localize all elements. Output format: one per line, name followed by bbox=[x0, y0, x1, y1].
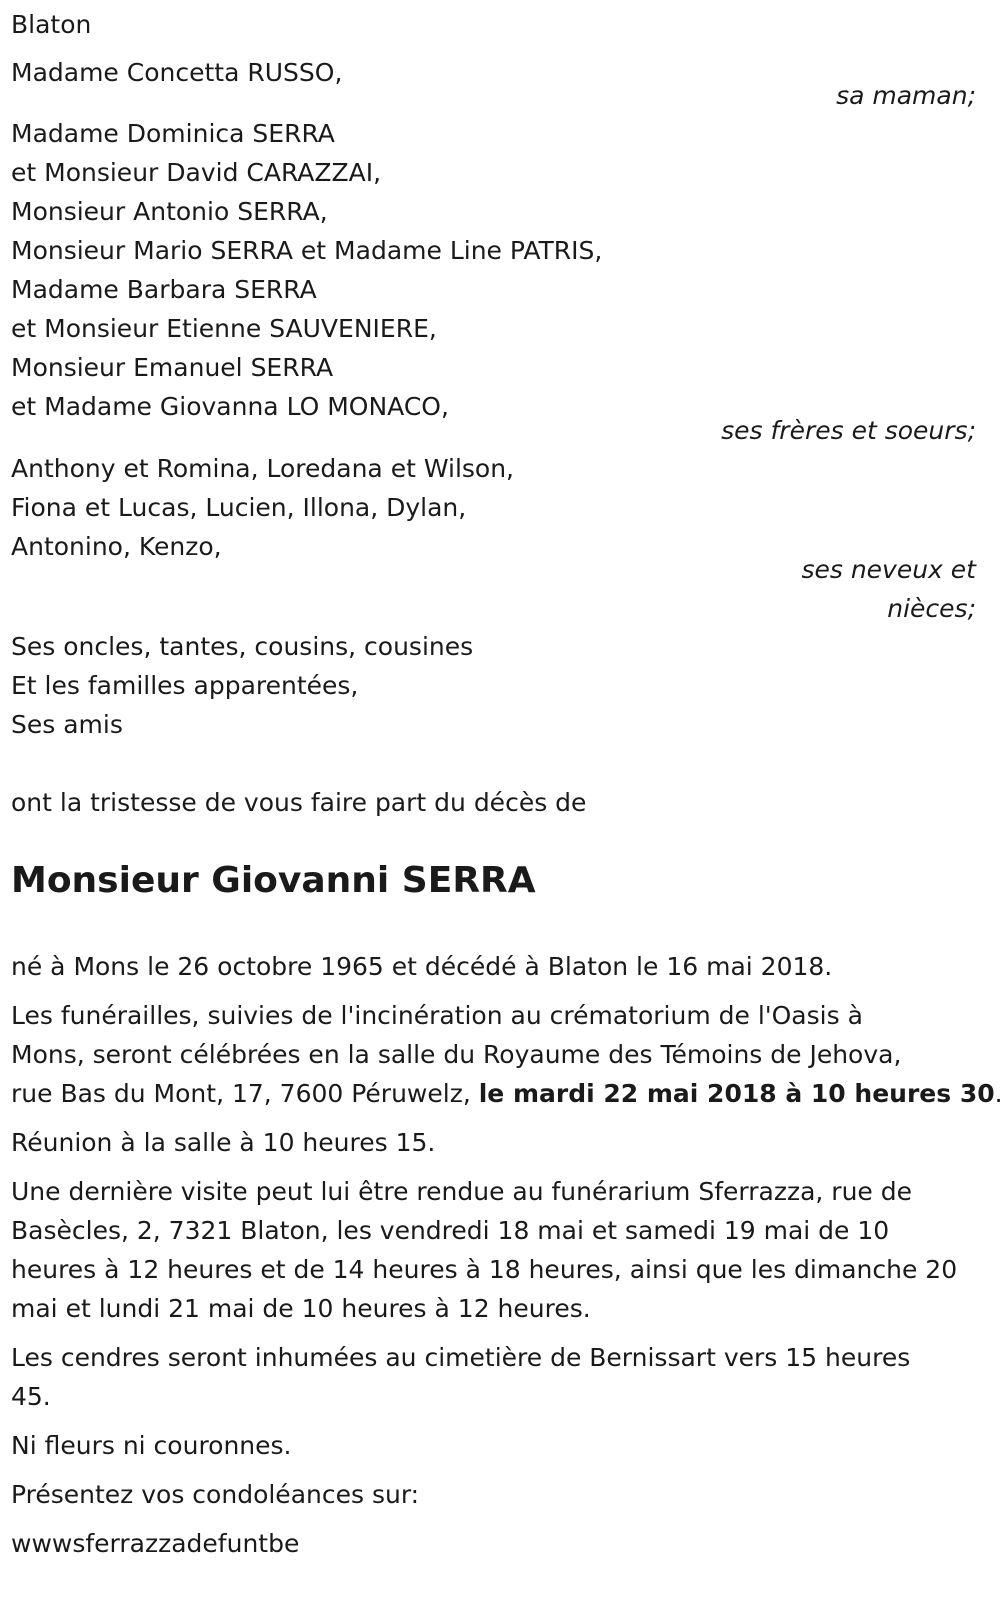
family-name-line: Madame Concetta RUSSO, bbox=[11, 58, 343, 87]
visit-line: heures à 12 heures et de 14 heures à 18 heures, ainsi que les dimanche 20 bbox=[11, 1255, 958, 1284]
funeral-line: Mons, seront célébrées en la salle du Royaume des Témoins de Jehova, bbox=[11, 1040, 902, 1069]
location-heading: Blaton bbox=[11, 10, 92, 39]
family-name-line: Anthony et Romina, Loredana et Wilson, bbox=[11, 454, 515, 483]
family-name-line: Ses amis bbox=[11, 710, 123, 739]
funeral-line: Les funérailles, suivies de l'incinération au crématorium de l'Oasis à bbox=[11, 1001, 863, 1030]
announcement-text: ont la tristesse de vous faire part du décès de bbox=[11, 788, 587, 817]
deceased-name: Monsieur Giovanni SERRA bbox=[11, 860, 536, 901]
family-name-line: Monsieur Antonio SERRA, bbox=[11, 197, 328, 226]
visit-paragraph bbox=[11, 1172, 976, 1328]
family-name-line: Fiona et Lucas, Lucien, Illona, Dylan, bbox=[11, 493, 467, 522]
visit-line: mai et lundi 21 mai de 10 heures à 12 heures. bbox=[11, 1294, 591, 1323]
relation-label-siblings: ses frères et soeurs; bbox=[721, 416, 976, 445]
funeral-address: rue Bas du Mont, 17, 7600 Péruwelz, bbox=[11, 1079, 479, 1108]
ashes-paragraph bbox=[11, 1338, 976, 1416]
relation-label-mother: sa maman; bbox=[836, 81, 976, 110]
flowers-text: Ni fleurs ni couronnes. bbox=[11, 1431, 292, 1460]
condolences-website: wwwsferrazzadefuntbe bbox=[11, 1529, 300, 1558]
family-name-line: et Monsieur Etienne SAUVENIERE, bbox=[11, 314, 437, 343]
visit-line: Basècles, 2, 7321 Blaton, les vendredi 18 mai et samedi 19 mai de 10 bbox=[11, 1216, 890, 1245]
condolences-text: Présentez vos condoléances sur: bbox=[11, 1480, 420, 1509]
funeral-paragraph bbox=[11, 996, 1003, 1113]
family-others-block bbox=[11, 627, 976, 744]
family-name-line: et Madame Giovanna LO MONACO, bbox=[11, 392, 449, 421]
family-name-line: et Monsieur David CARAZZAI, bbox=[11, 158, 382, 187]
birth-death-text: né à Mons le 26 octobre 1965 et décédé à Blaton le 16 mai 2018. bbox=[11, 952, 833, 981]
funeral-period: . bbox=[994, 1079, 1003, 1108]
ashes-line: 45. bbox=[11, 1382, 51, 1411]
family-name-line: Madame Barbara SERRA bbox=[11, 275, 317, 304]
family-name-line: Madame Dominica SERRA bbox=[11, 119, 335, 148]
family-name-line: Et les familles apparentées, bbox=[11, 671, 359, 700]
funeral-date: le mardi 22 mai 2018 à 10 heures 30 bbox=[478, 1079, 995, 1108]
visit-line: Une dernière visite peut lui être rendue au funérarium Sferrazza, rue de bbox=[11, 1177, 912, 1206]
funeral-details bbox=[11, 947, 1003, 1563]
family-name-line: Antonino, Kenzo, bbox=[11, 532, 222, 561]
family-mother-block bbox=[11, 53, 976, 110]
family-siblings-block bbox=[11, 114, 976, 445]
family-nephews-block bbox=[11, 449, 976, 623]
relation-label-nephews-cont: nièces; bbox=[887, 594, 976, 623]
relation-label-nephews: ses neveux et bbox=[801, 555, 976, 584]
family-name-line: Monsieur Emanuel SERRA bbox=[11, 353, 334, 382]
family-name-line: Monsieur Mario SERRA et Madame Line PATRIS, bbox=[11, 236, 603, 265]
funeral-line bbox=[11, 1074, 1003, 1113]
meeting-text: Réunion à la salle à 10 heures 15. bbox=[11, 1128, 436, 1157]
ashes-line: Les cendres seront inhumées au cimetière de Bernissart vers 15 heures bbox=[11, 1343, 911, 1372]
family-name-line: Ses oncles, tantes, cousins, cousines bbox=[11, 632, 474, 661]
